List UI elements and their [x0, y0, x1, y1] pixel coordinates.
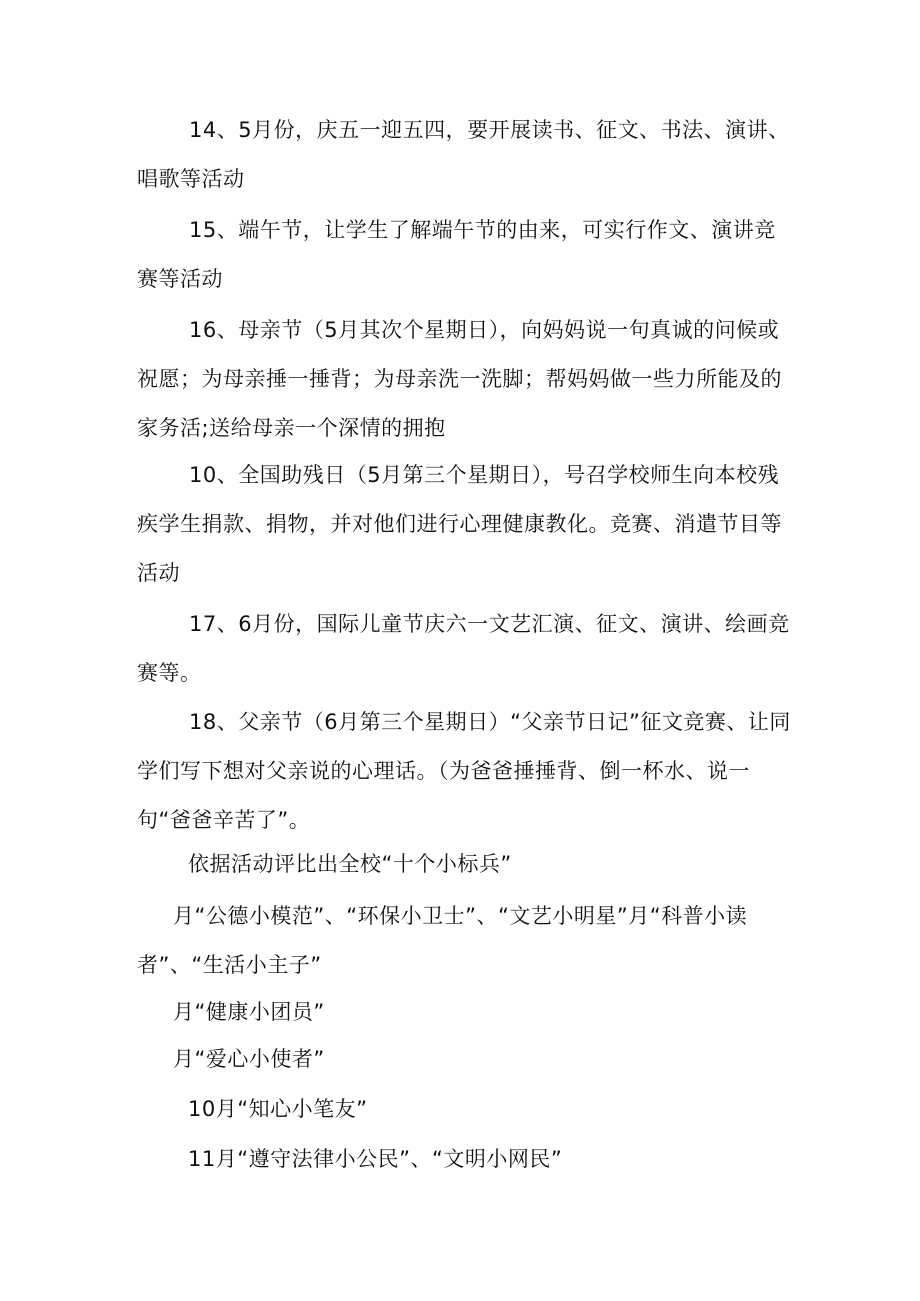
award-line-health: 月“健康小团员” [173, 1000, 325, 1024]
paragraph-item-14: 14、5月份，庆五一迎五四，要开展读书、征文、书法、演讲、唱歌等活动 [137, 118, 790, 191]
award-line-october: 10月“知心小笔友” [188, 1097, 368, 1121]
paragraph-item-17: 17、6月份，国际儿童节庆六一文艺汇演、征文、演讲、绘画竞赛等。 [137, 612, 790, 685]
paragraph-item-18: 18、父亲节（6月第三个星期日）“父亲节日记”征文竞赛、让同学们写下想对父亲说的心理话。（为爸爸捶捶背、倒一杯水、说一句“爸爸辛苦了”。 [137, 710, 791, 832]
paragraph-item-10: 10、全国助残日（5月第三个星期日），号召学校师生向本校残疾学生捐款、捐物，并对他们进行心理健康教化。竞赛、消遣节目等活动 [137, 463, 782, 585]
award-line-first: 月“公德小模范”、“环保小卫士”、“文艺小明星”月“科普小读者”、“生活小主子” [137, 904, 748, 977]
award-line-november: 11月“遵守法律小公民”、“文明小网民” [188, 1147, 563, 1171]
award-intro: 依据活动评比出全校“十个小标兵” [188, 852, 512, 876]
paragraph-item-15: 15、端午节，让学生了解端午节的由来，可实行作文、演讲竞赛等活动 [137, 218, 776, 291]
paragraph-item-16: 16、母亲节（5月其次个星期日），向妈妈说一句真诚的问候或祝愿；为母亲捶一捶背；为母亲洗一洗脚；帮妈妈做一些力所能及的家务活;送给母亲一个深情的拥抱 [137, 318, 782, 440]
award-line-love: 月“爱心小使者” [173, 1047, 325, 1071]
